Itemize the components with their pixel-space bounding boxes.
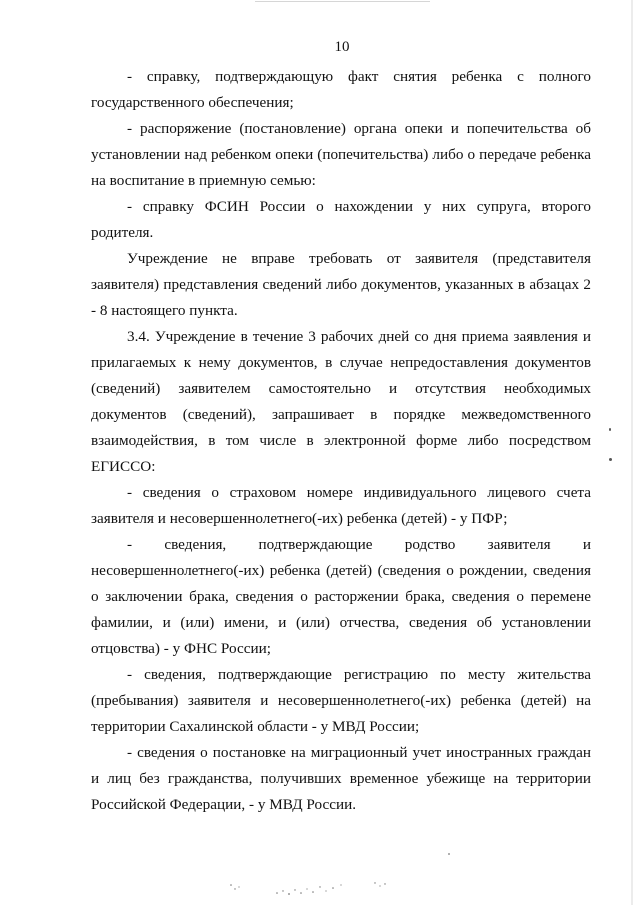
paragraph-7: - сведения, подтверждающие родство заявителя и несовершеннолетнего(-их) ребенка (детей) (сведения о рождении, сведения о заключении брака, сведения о расторжении брака, сведения о перемене фамилии, и (или) имени, и (или) отчества, сведения об установлении отцовства) - у ФНС России; [91,536,591,657]
paragraph-2: - распоряжение (постановление) органа опеки и попечительства об установлении над ребенком опеки (попечительства) либо о передаче ребенка на воспитание в приемную семью: [91,120,591,189]
paragraph-1: - справку, подтверждающую факт снятия ребенка с полного государственного обеспечения; [91,68,591,111]
paragraph-3: - справку ФСИН России о нахождении у них супруга, второго родителя. [91,198,591,241]
scan-smudge [225,875,405,901]
document-body [91,64,591,818]
scan-top-edge [255,1,430,2]
paragraph-4: Учреждение не вправе требовать от заявителя (представителя заявителя) представления сведений либо документов, указанных в абзацах 2 - 8 настоящего пункта. [91,250,591,319]
paragraph-5: 3.4. Учреждение в течение 3 рабочих дней со дня приема заявления и прилагаемых к нему документов, в случае непредоставления документов (сведений) заявителем самостоятельно и отсутствия необходимых документов (сведений), запрашивает в порядке межведомственного взаимодействия, в том числе в электронной форме либо посредством ЕГИССО: [91,328,591,475]
paragraph-8: - сведения, подтверждающие регистрацию по месту жительства (пребывания) заявителя и несовершеннолетнего(-их) ребенка (детей) на территории Сахалинской области - у МВД России; [91,666,591,735]
scan-speck [609,458,612,461]
paragraph-9: - сведения о постановке на миграционный учет иностранных граждан и лиц без гражданства, получивших временное убежище на территории Российской Федерации, - у МВД России. [91,744,591,813]
scan-speck [448,853,450,855]
page-number: 10 [334,39,350,55]
paragraph-6: - сведения о страховом номере индивидуального лицевого счета заявителя и несовершеннолетнего(-их) ребенка (детей) - у ПФР; [91,484,591,527]
scan-speck [609,428,611,431]
